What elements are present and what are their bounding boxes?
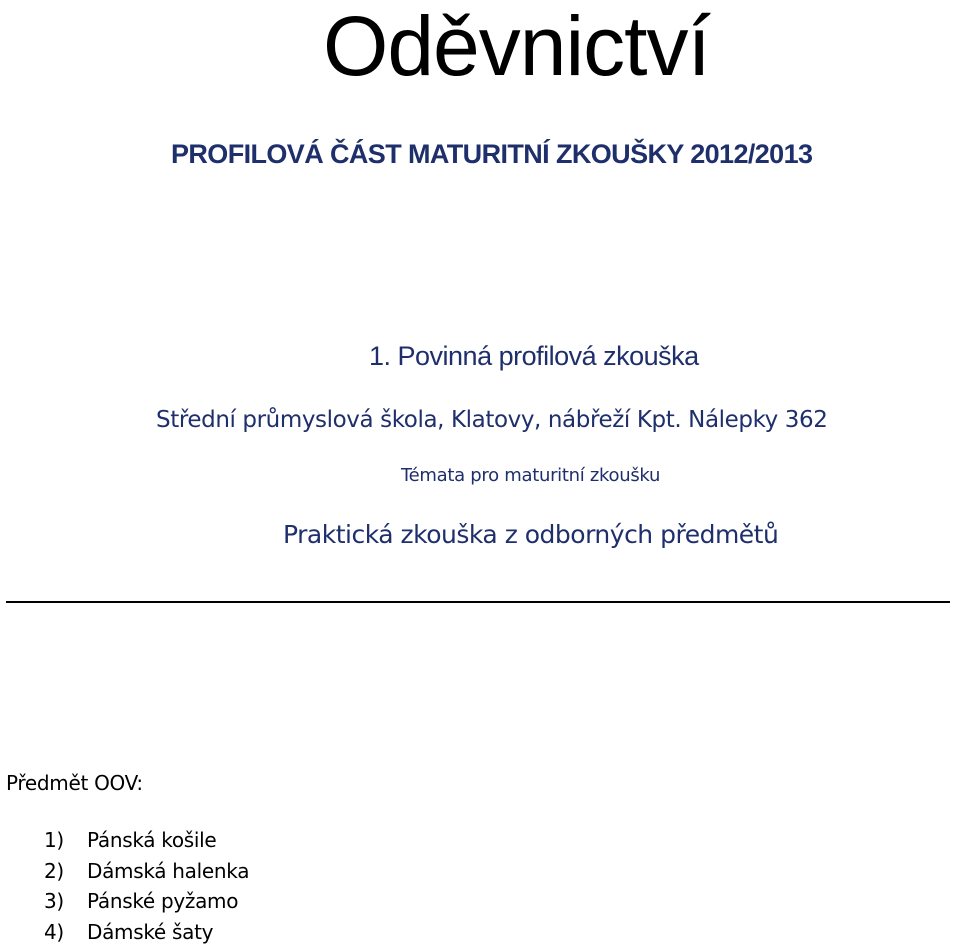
school-address: Střední průmyslová škola, Klatovy, nábřeží Kpt. Nálepky 362 (156, 407, 828, 433)
horizontal-divider (6, 601, 950, 603)
subject-label: Předmět OOV: (6, 771, 143, 795)
list-item-label: Dámská halenka (87, 858, 250, 883)
exam-heading: 1. Povinná profilová zkouška (369, 341, 699, 371)
list-item-number: 1) (44, 828, 64, 852)
list-item (44, 917, 249, 947)
topic-list (44, 825, 249, 947)
list-item-label: Dámské šaty (87, 919, 214, 944)
practical-exam-heading: Praktická zkouška z odborných předmětů (283, 520, 779, 549)
list-item (44, 886, 249, 917)
profile-heading: PROFILOVÁ ČÁST MATURITNÍ ZKOUŠKY 2012/2013 (171, 139, 813, 169)
list-item-number: 2) (44, 858, 64, 883)
list-item-label: Pánská košile (87, 828, 217, 852)
list-item-label: Pánské pyžamo (87, 889, 239, 913)
list-item-number: 4) (44, 919, 64, 944)
list-item (44, 856, 249, 887)
list-item-number: 3) (44, 889, 64, 913)
document-title: Oděvnictví (323, 0, 710, 93)
list-item (44, 825, 249, 856)
topics-heading: Témata pro maturitní zkoušku (401, 465, 661, 486)
